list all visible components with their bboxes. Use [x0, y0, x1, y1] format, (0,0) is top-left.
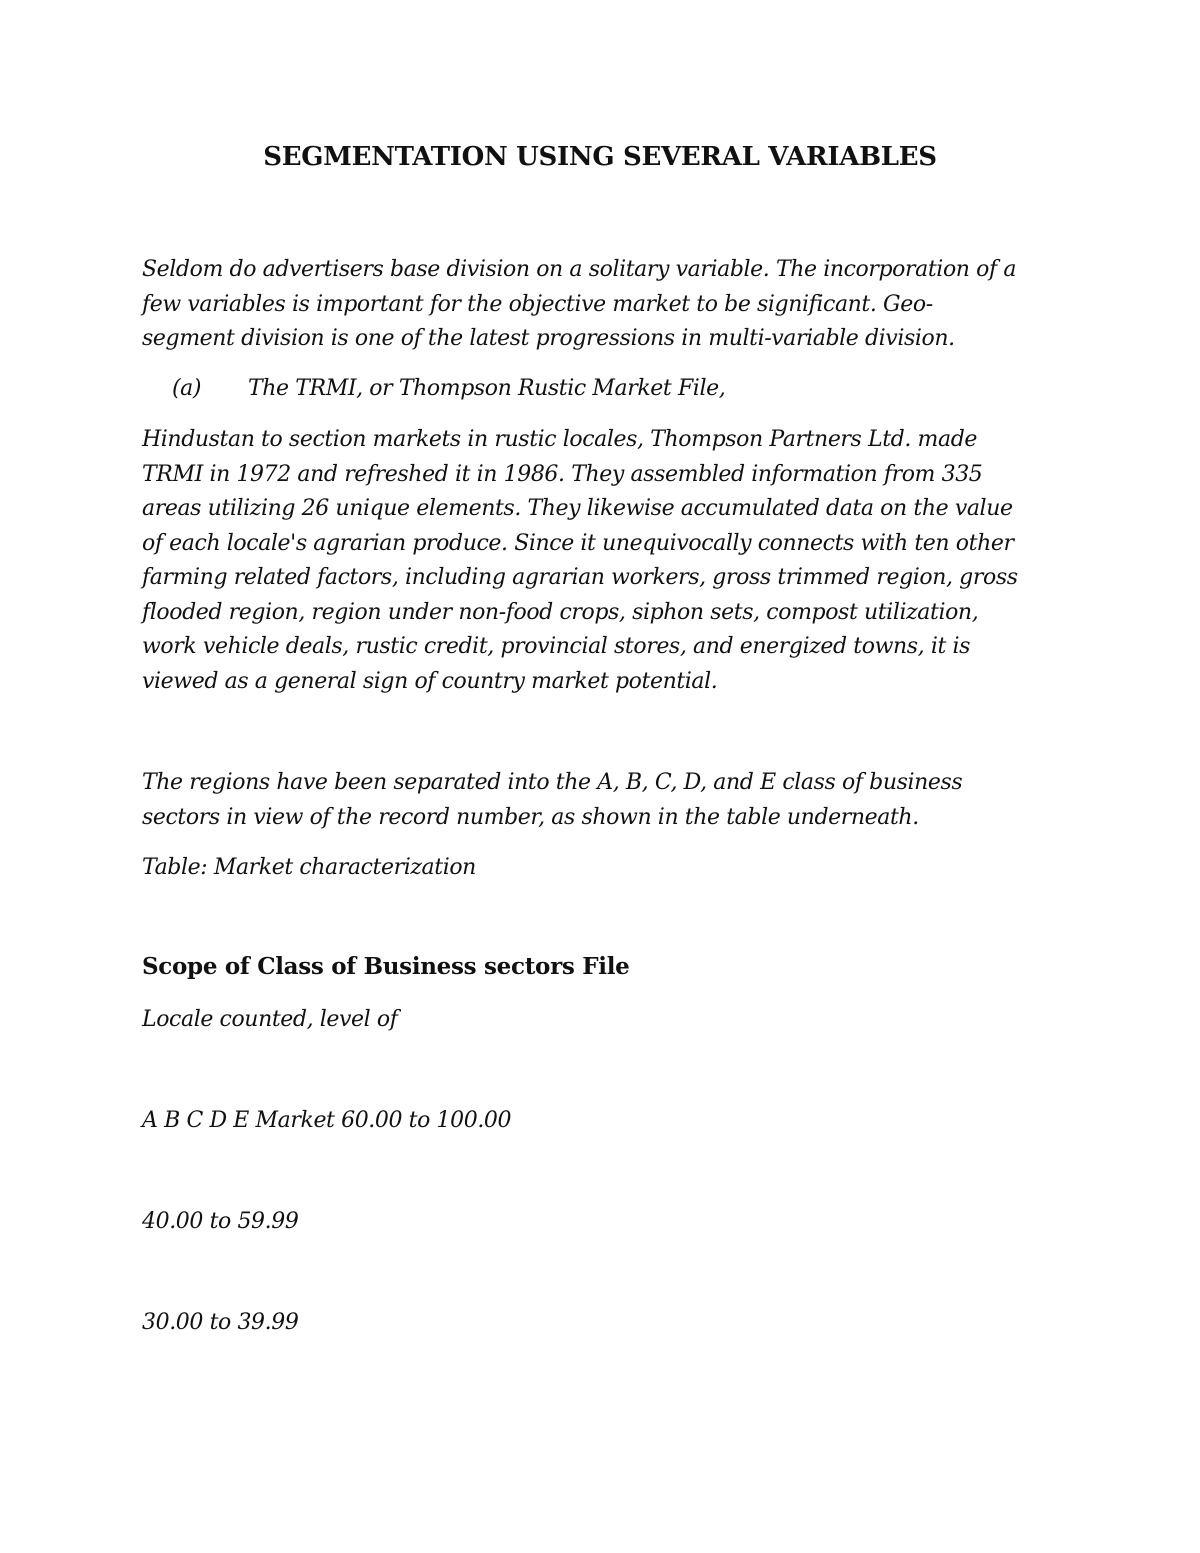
table-subheading: Locale counted, level of [142, 1007, 398, 1032]
intro-line: Seldom do advertisers base division on a solitary variable. The incorporation of a [142, 257, 1017, 282]
intro-line: segment division is one of the latest progressions in multi-variable division. [142, 326, 955, 351]
body-line: viewed as a general sign of country market potential. [142, 668, 718, 694]
body-line: flooded region, region under non-food crops, siphon sets, compost utilization, [142, 599, 979, 625]
regions-paragraph [142, 766, 1062, 835]
table-row: 30.00 to 39.99 [142, 1310, 299, 1335]
body-line: farming related factors, including agrarian workers, gross trimmed region, gross [142, 565, 1018, 590]
intro-paragraph [142, 253, 1062, 357]
table-caption: Table: Market characterization [142, 855, 476, 880]
trmi-paragraph [142, 423, 1062, 699]
body-line: TRMI in 1972 and refreshed it in 1986. They assembled information from 335 [142, 461, 983, 487]
intro-line: few variables is important for the objective market to be significant. Geo- [142, 291, 933, 317]
list-item [172, 372, 1092, 407]
body-line: work vehicle deals, rustic credit, provincial stores, and energized towns, it is [142, 634, 971, 659]
list-marker: (a) [172, 376, 202, 401]
regions-line: The regions have been separated into the A, B, C, D, and E class of business [142, 770, 963, 795]
table-row: 40.00 to 59.99 [142, 1209, 299, 1234]
regions-line: sectors in view of the record number, as shown in the table underneath. [142, 804, 919, 830]
body-line: areas utilizing 26 unique elements. They likewise accumulated data on the value [142, 496, 1013, 521]
body-line: of each locale's agrarian produce. Since it unequivocally connects with ten other [142, 530, 1014, 556]
page-title: SEGMENTATION USING SEVERAL VARIABLES [263, 142, 937, 172]
table-heading: Scope of Class of Business sectors File [142, 953, 630, 980]
body-line: Hindustan to section markets in rustic locales, Thompson Partners Ltd. made [142, 427, 978, 452]
list-item-text: The TRMI, or Thompson Rustic Market File, [248, 376, 726, 401]
table-row: A B C D E Market 60.00 to 100.00 [142, 1108, 512, 1133]
